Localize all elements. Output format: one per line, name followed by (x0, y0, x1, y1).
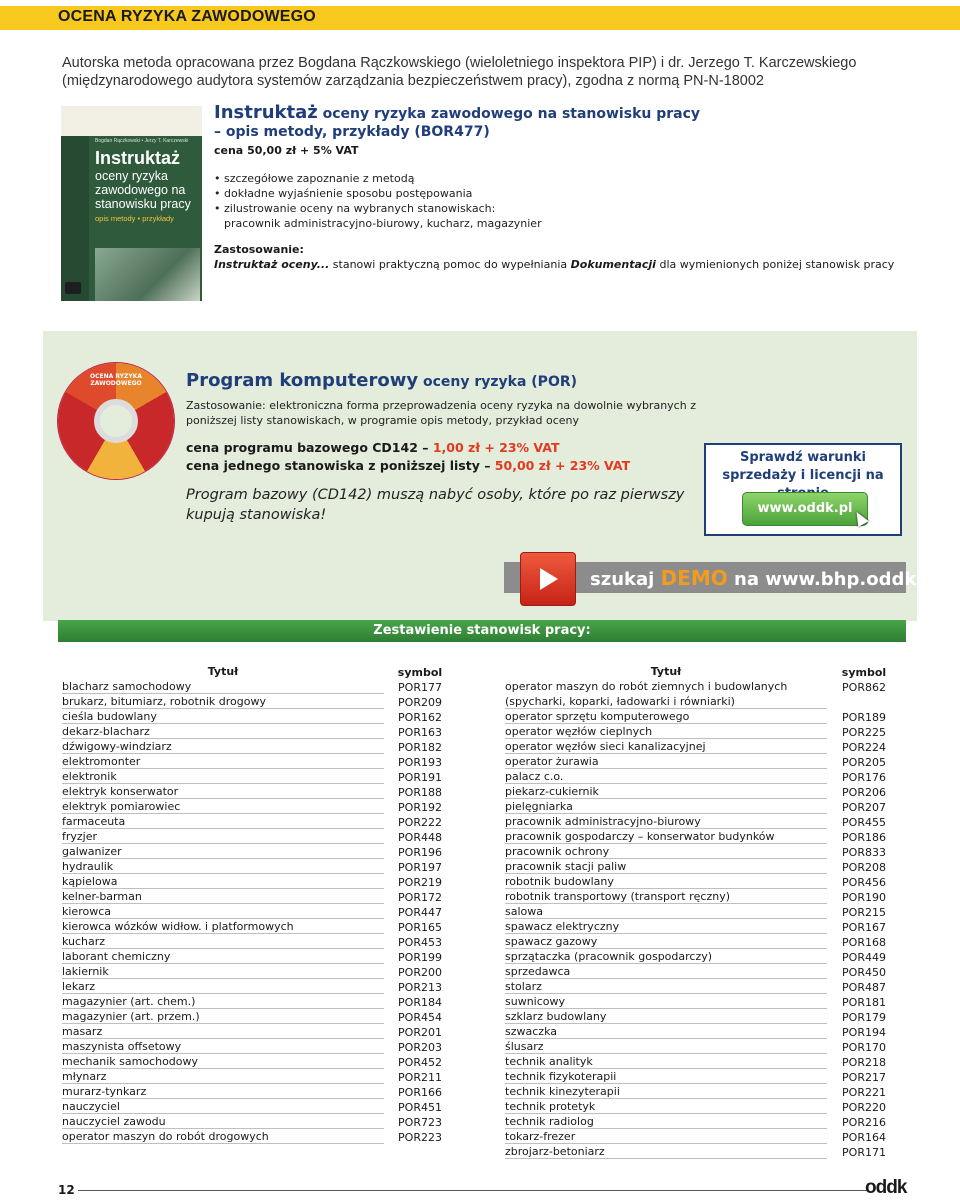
table-row-symbol: POR206 (842, 786, 886, 799)
table-row-title: magazynier (art. chem.) (62, 994, 384, 1009)
price-base (186, 439, 696, 457)
footer-divider (78, 1190, 868, 1191)
table-row-title: magazynier (art. przem.) (62, 1009, 384, 1024)
table-row-symbol: POR176 (842, 771, 886, 784)
right-title-column (505, 664, 827, 1159)
program-title (186, 370, 696, 391)
table-row-symbol: POR216 (842, 1116, 886, 1129)
cover-top-strip (61, 106, 202, 136)
table-row-symbol: POR449 (842, 951, 886, 964)
play-icon (540, 568, 558, 590)
table-row-symbol: POR165 (398, 921, 442, 934)
cover-title: Instruktaż (95, 148, 181, 168)
list-header: Zestawienie stanowisk pracy: (58, 620, 906, 642)
table-row-title: młynarz (62, 1069, 384, 1084)
table-row-symbol: POR213 (398, 981, 442, 994)
table-row-symbol: POR224 (842, 741, 886, 754)
table-row-symbol: POR189 (842, 711, 886, 724)
book-cover-image (61, 106, 202, 301)
book-price: cena 50,00 zł + 5% VAT (214, 144, 359, 157)
table-row-symbol: POR723 (398, 1116, 442, 1129)
table-row-title: sprzątaczka (pracownik gospodarczy) (505, 949, 827, 964)
right-symbol-column (836, 665, 892, 1160)
table-row-title: robotnik transportowy (transport ręczny) (505, 889, 827, 904)
table-row-symbol: POR170 (842, 1041, 886, 1054)
column-header-symbol: symbol (397, 666, 443, 679)
table-row-title: blacharz samochodowy (62, 679, 384, 694)
table-row-symbol: POR163 (398, 726, 442, 739)
table-row-symbol: POR200 (398, 966, 442, 979)
table-row-title: elektryk pomiarowiec (62, 799, 384, 814)
table-row-symbol: POR207 (842, 801, 886, 814)
table-row-symbol: POR203 (398, 1041, 442, 1054)
table-row-symbol: POR223 (398, 1131, 442, 1144)
book-title-rest: oceny ryzyka zawodowego na stanowisku pracy (317, 106, 701, 122)
table-row-title: szwaczka (505, 1024, 827, 1039)
table-row-title: laborant chemiczny (62, 949, 384, 964)
table-row-title: operator żurawia (505, 754, 827, 769)
price-station (186, 457, 696, 475)
section-header-bar (0, 6, 960, 30)
table-row-symbol: POR221 (842, 1086, 886, 1099)
table-row-symbol: POR172 (398, 891, 442, 904)
table-row-symbol: POR190 (842, 891, 886, 904)
program-title-rest: oceny ryzyka (POR) (418, 374, 578, 390)
table-row-symbol: POR487 (842, 981, 886, 994)
feature-item: • szczegółowe zapoznanie z metodą (214, 172, 415, 185)
play-button[interactable] (520, 552, 576, 606)
table-row-title: pielęgniarka (505, 799, 827, 814)
table-row-title: mechanik samochodowy (62, 1054, 384, 1069)
cd-hole (94, 399, 138, 443)
table-row-symbol: POR450 (842, 966, 886, 979)
intro-text: Autorska metoda opracowana przez Bogdana Rączkowskiego (wieloletniego inspektora PIP) i dr. Jerzego T. Karczewskiego (międzynarodowego audytora systemów zarządzania bezpieczeństwem pracy), zgodna z normą PN-N-18002 (62, 55, 857, 89)
table-row-title: technik kinezyterapii (505, 1084, 827, 1099)
cover-spine (61, 136, 89, 301)
cover-title-block (95, 148, 202, 223)
table-row-title: salowa (505, 904, 827, 919)
cd-label: OCENA RYZYKA ZAWODOWEGO (90, 373, 142, 387)
cover-subtitle: oceny ryzyka zawodowego na stanowisku pracy (95, 169, 191, 211)
table-row-symbol: POR454 (398, 1011, 442, 1024)
table-row-symbol: POR164 (842, 1131, 886, 1144)
table-row-symbol: POR168 (842, 936, 886, 949)
program-use: Zastosowanie: elektroniczna forma przeprowadzenia oceny ryzyka na dowolnie wybranych z poniższej listy stanowiskach, w programie opis metody, przykład oceny (186, 399, 696, 427)
table-row-title: stolarz (505, 979, 827, 994)
table-row-title: maszynista offsetowy (62, 1039, 384, 1054)
publisher-logo-icon (65, 282, 81, 294)
table-row-title: dekarz-blacharz (62, 724, 384, 739)
table-row-symbol: POR215 (842, 906, 886, 919)
column-header-title: Tytuł (207, 665, 239, 678)
table-row-symbol: POR192 (398, 801, 442, 814)
table-row-symbol: POR201 (398, 1026, 442, 1039)
demo-text (590, 566, 942, 590)
table-row-title: elektronik (62, 769, 384, 784)
table-row-title: robotnik budowlany (505, 874, 827, 889)
program-info (186, 370, 696, 525)
table-row-symbol: POR182 (398, 741, 442, 754)
table-row-title: spawacz gazowy (505, 934, 827, 949)
demo-post: na www.bhp.oddk.pl (727, 569, 943, 590)
table-row-title: operator węzłów sieci kanalizacyjnej (505, 739, 827, 754)
feature-item: • zilustrowanie oceny na wybranych stanowiskach: (214, 202, 496, 215)
table-row-symbol: POR181 (842, 996, 886, 1009)
cd-image (58, 363, 174, 479)
book-title-main: Instruktaż (214, 102, 318, 123)
table-row-title: tokarz-frezer (505, 1129, 827, 1144)
table-row-title: elektryk konserwator (62, 784, 384, 799)
table-row-symbol: POR186 (842, 831, 886, 844)
use-text-end: dla wymienionych poniżej stanowisk pracy (655, 258, 895, 271)
table-row-title: operator maszyn do robót ziemnych i budowlanych (spycharki, koparki, ładowarki i równiarki) (505, 679, 827, 709)
table-row-title: kelner-barman (62, 889, 384, 904)
use-emphasis-2: Dokumentacji (570, 258, 656, 271)
table-row-title: brukarz, bitumiarz, robotnik drogowy (62, 694, 384, 709)
program-prices (186, 439, 696, 475)
demo-pre: szukaj (590, 569, 661, 590)
book-use-title: Zastosowanie: (214, 243, 304, 256)
table-row-title: spawacz elektryczny (505, 919, 827, 934)
table-row-title: ślusarz (505, 1039, 827, 1054)
table-row-symbol: POR188 (398, 786, 442, 799)
table-row-title: nauczyciel (62, 1099, 384, 1114)
price-station-label: cena jednego stanowiska z poniższej listy – (186, 458, 495, 473)
book-title-line2: – opis metody, przykłady (BOR477) (214, 124, 490, 140)
table-row-title: kąpielowa (62, 874, 384, 889)
table-row-symbol: POR217 (842, 1071, 886, 1084)
table-row-symbol: POR196 (398, 846, 442, 859)
table-row-symbol: POR193 (398, 756, 442, 769)
book-info (214, 104, 934, 272)
table-row-symbol: POR220 (842, 1101, 886, 1114)
column-header-title: Tytuł (650, 665, 682, 678)
price-station-value: 50,00 zł + 23% VAT (494, 458, 631, 473)
cover-tag: opis metody • przykłady (95, 214, 174, 223)
use-text-part: stanowi praktyczną pomoc do wypełniania (329, 258, 571, 271)
table-row-title: kierowca wózków widłow. i platformowych (62, 919, 384, 934)
table-row-symbol: POR456 (842, 876, 886, 889)
table-row-title: galwanizer (62, 844, 384, 859)
table-row-title: fryzjer (62, 829, 384, 844)
table-row-title: lekarz (62, 979, 384, 994)
oddk-logo: oddk (865, 1177, 907, 1198)
book-use-text (214, 257, 934, 272)
table-row-title: pracownik gospodarczy – konserwator budynków (505, 829, 827, 844)
left-symbol-column (392, 665, 448, 1145)
table-row-title: elektromonter (62, 754, 384, 769)
terms-box (704, 443, 902, 536)
feature-subitem: pracownik administracyjno-biurowy, kucharz, magazynier (224, 217, 542, 230)
table-row-title: nauczyciel zawodu (62, 1114, 384, 1129)
table-row-title: murarz-tynkarz (62, 1084, 384, 1099)
table-row-title: operator węzłów cieplnych (505, 724, 827, 739)
table-row-title: operator maszyn do robót drogowych (62, 1129, 384, 1144)
table-row-title: kierowca (62, 904, 384, 919)
table-row-title: technik analityk (505, 1054, 827, 1069)
table-row-title: piekarz-cukiernik (505, 784, 827, 799)
table-row-symbol: POR448 (398, 831, 442, 844)
terms-text: Sprawdź warunki sprzedaży i licencji na (722, 450, 884, 483)
table-row-title: dźwigowy-windziarz (62, 739, 384, 754)
table-row-symbol: POR177 (398, 681, 442, 694)
book-features (214, 171, 934, 231)
table-row-title: suwnicowy (505, 994, 827, 1009)
table-row-symbol: POR199 (398, 951, 442, 964)
table-row-title: technik protetyk (505, 1099, 827, 1114)
table-row-symbol: POR167 (842, 921, 886, 934)
table-row-title: pracownik ochrony (505, 844, 827, 859)
website-button[interactable]: www.oddk.pl (742, 492, 868, 526)
table-row-symbol: POR451 (398, 1101, 442, 1114)
table-row-title: sprzedawca (505, 964, 827, 979)
left-title-column (62, 664, 384, 1144)
table-row-symbol: POR209 (398, 696, 442, 709)
table-row-symbol: POR194 (842, 1026, 886, 1039)
cover-photo (95, 248, 200, 301)
table-row-symbol: POR452 (398, 1056, 442, 1069)
table-row-symbol: POR197 (398, 861, 442, 874)
demo-highlight: DEMO (660, 566, 728, 590)
table-row-symbol: POR162 (398, 711, 442, 724)
table-row-title: hydraulik (62, 859, 384, 874)
table-row-title: kucharz (62, 934, 384, 949)
column-header-symbol: symbol (841, 666, 887, 679)
table-row-symbol: POR211 (398, 1071, 442, 1084)
table-row-title: szklarz budowlany (505, 1009, 827, 1024)
cover-authors: Bogdan Rączkowski • Jerzy T. Karczewski (95, 138, 189, 144)
table-row-symbol: POR219 (398, 876, 442, 889)
book-title (214, 104, 934, 141)
table-row-title: pracownik administracyjno-biurowy (505, 814, 827, 829)
table-row-symbol: POR191 (398, 771, 442, 784)
table-row-title: palacz c.o. (505, 769, 827, 784)
table-row-title: lakiernik (62, 964, 384, 979)
table-row-symbol: POR455 (842, 816, 886, 829)
table-row-symbol: POR179 (842, 1011, 886, 1024)
table-row-symbol: POR166 (398, 1086, 442, 1099)
table-row-title: cieśla budowlany (62, 709, 384, 724)
section-title: OCENA RYZYKA ZAWODOWEGO (58, 8, 316, 25)
table-row-symbol: POR184 (398, 996, 442, 1009)
price-base-label: cena programu bazowego CD142 – (186, 440, 433, 455)
use-emphasis: Instruktaż oceny... (214, 258, 330, 271)
table-row-symbol: POR447 (398, 906, 442, 919)
table-row-symbol: POR222 (398, 816, 442, 829)
program-note: Program bazowy (CD142) muszą nabyć osoby, które po raz pierwszy kupują stanowiska! (186, 487, 685, 523)
feature-item: • dokładne wyjaśnienie sposobu postępowania (214, 187, 473, 200)
table-row-title: technik fizykoterapii (505, 1069, 827, 1084)
table-row-symbol: POR171 (842, 1146, 886, 1159)
table-row-title: farmaceuta (62, 814, 384, 829)
table-row-title: operator sprzętu komputerowego (505, 709, 827, 724)
table-row-symbol: POR453 (398, 936, 442, 949)
table-row-symbol: POR862 (842, 681, 886, 694)
price-base-value: 1,00 zł + 23% VAT (432, 440, 560, 455)
page-number: 12 (58, 1183, 75, 1197)
table-row-symbol: POR218 (842, 1056, 886, 1069)
table-row-symbol: POR225 (842, 726, 886, 739)
table-row-title: masarz (62, 1024, 384, 1039)
table-row-symbol: POR208 (842, 861, 886, 874)
table-row-title: technik radiolog (505, 1114, 827, 1129)
table-row-title: pracownik stacji paliw (505, 859, 827, 874)
table-row-symbol: POR833 (842, 846, 886, 859)
program-title-main: Program komputerowy (186, 370, 419, 391)
table-row-title: zbrojarz-betoniarz (505, 1144, 827, 1159)
table-row-symbol: POR205 (842, 756, 886, 769)
